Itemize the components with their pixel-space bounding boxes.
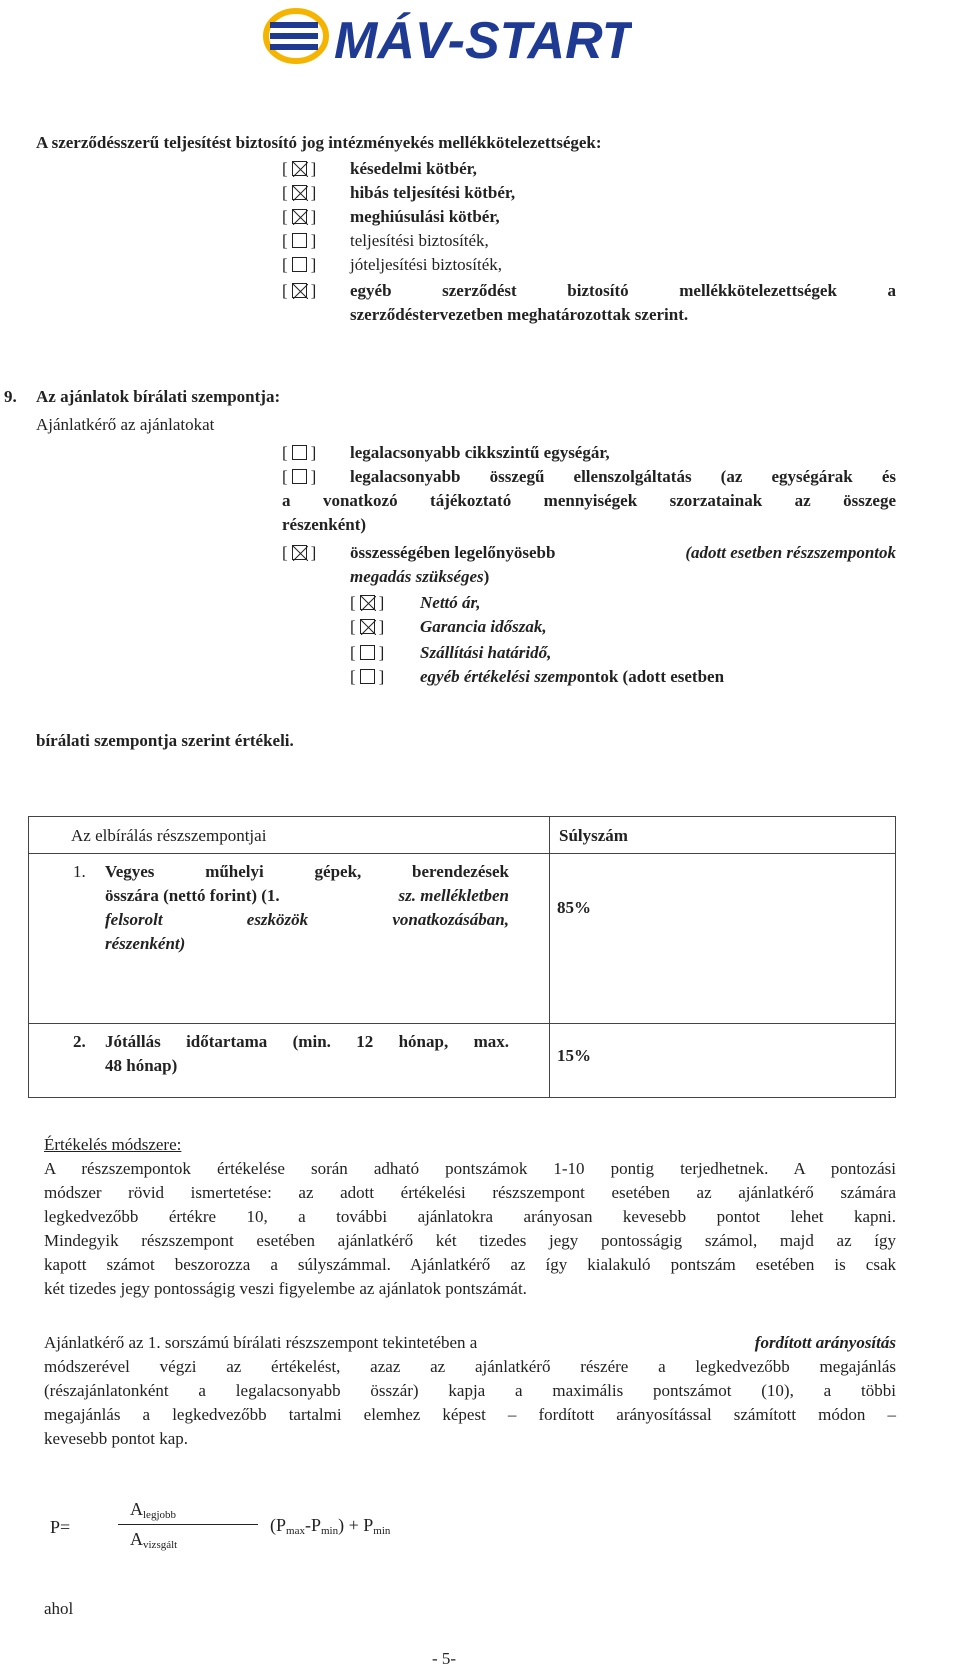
evaluation-heading: Értékelés módszere:: [44, 1135, 182, 1154]
table-cell-text: részenként): [105, 934, 186, 953]
suboption-row: [ ]: [350, 593, 385, 612]
option-label: teljesítési biztosíték,: [350, 231, 489, 250]
formula-subscript: min: [373, 1525, 391, 1537]
checkbox-empty-icon: [292, 445, 307, 460]
formula-text: (P: [270, 1515, 287, 1535]
option-row: [ ]: [282, 543, 317, 562]
option-label-cont: a vonatkozó tájékoztató mennyiségek szorzatainak az összege: [282, 491, 896, 510]
option-row: [ ]: [282, 231, 317, 250]
option-row: [ ]: [282, 467, 317, 486]
option-note-italic: megadás szükséges: [350, 567, 484, 586]
suboption-label: [420, 666, 724, 688]
formula-symbol: A: [130, 1529, 143, 1549]
paragraph-text: Ajánlatkérő az 1. sorszámú bírálati részszempont tekintetében a: [44, 1333, 478, 1352]
option-label: legalacsonyabb összegű ellenszolgáltatás (az egységárak és: [350, 467, 896, 486]
option-label: hibás teljesítési kötbér,: [350, 183, 516, 202]
formula-text: -P: [304, 1515, 321, 1535]
svg-text:MÁV-START: MÁV-START: [334, 12, 632, 68]
section-closing: bírálati szempontja szerint értékeli.: [36, 731, 294, 750]
formula-numerator: [130, 1498, 176, 1526]
paragraph-emphasis: fordított arányosítás: [754, 1333, 896, 1352]
option-label: legalacsonyabb cikkszintű egységár,: [350, 443, 610, 462]
table-weight-value: 15%: [557, 1046, 591, 1065]
table-cell-text: Vegyes műhelyi gépek, berendezések: [105, 862, 509, 881]
paragraph-line: kevesebb pontot kap.: [44, 1429, 188, 1448]
paragraph-line: legkedvezőbb értékre 10, a további ajánlatokra arányosan kevesebb pontot lehet kapni.: [44, 1207, 896, 1226]
formula-subscript: vizsgált: [143, 1539, 178, 1551]
checkbox-empty-icon: [360, 645, 375, 660]
paragraph-line: módszerével végzi az értékelést, azaz az ajánlatkérő részére a legkedvezőbb megajánlás: [44, 1357, 896, 1376]
formula-lhs: P=: [50, 1517, 71, 1537]
mav-start-logo: [262, 4, 632, 68]
option-row: [ ]: [282, 255, 317, 274]
table-cell-text: Jótállás időtartama (min. 12 hónap, max.: [105, 1032, 509, 1051]
option-label: [350, 542, 896, 564]
table-header-weight: Súlyszám: [559, 826, 628, 845]
option-label-cont: részenként): [282, 515, 367, 534]
checkbox-checked-icon: [292, 283, 307, 298]
option-label-cont: [350, 566, 489, 588]
checkbox-checked-icon: [360, 619, 375, 634]
paragraph-line: [44, 1332, 896, 1354]
section-intro: Ajánlatkérő az ajánlatokat: [36, 415, 215, 434]
option-label: meghiúsulási kötbér,: [350, 207, 500, 226]
option-label-cont: szerződéstervezetben meghatározottak szerint.: [350, 305, 689, 324]
logo-emblem-icon: [262, 4, 632, 68]
option-label: egyéb szerződést biztosító mellékkötelezettségek a: [350, 281, 896, 300]
checkbox-empty-icon: [292, 469, 307, 484]
fraction-bar: [118, 1524, 258, 1525]
option-row: [ ]: [282, 207, 317, 226]
section-heading: A szerződésszerű teljesítést biztosító jog intézményekés mellékkötelezettségek:: [36, 133, 602, 152]
formula-symbol: A: [130, 1499, 143, 1519]
formula-subscript: max: [286, 1525, 305, 1537]
formula-where: ahol: [44, 1599, 74, 1618]
checkbox-empty-icon: [360, 669, 375, 684]
suboption-label: Nettó ár,: [420, 593, 481, 612]
suboption-label-rest: ontok (adott esetben: [576, 667, 725, 686]
option-row: [ ]: [282, 281, 317, 300]
table-cell-text: felsorolt eszközök vonatkozásában,: [105, 910, 509, 929]
option-note-italic: (adott esetben részszempontok: [685, 543, 896, 562]
table-cell-text-a: összára (nettó forint) (1.: [105, 886, 280, 905]
option-label-bold: összességében legelőnyösebb: [350, 543, 556, 562]
formula-rhs: [270, 1514, 390, 1542]
checkbox-checked-icon: [292, 545, 307, 560]
formula-subscript: legjobb: [143, 1509, 176, 1521]
paragraph-line: Mindegyik részszempont esetében ajánlatkérő két tizedes jegy pontosságig számol, majd az így: [44, 1231, 896, 1250]
option-row: [ ]: [282, 183, 317, 202]
option-row: [ ]: [282, 159, 317, 178]
option-row: [ ]: [282, 443, 317, 462]
suboption-row: [ ]: [350, 643, 385, 662]
suboption-label: Garancia időszak,: [420, 617, 547, 636]
checkbox-empty-icon: [292, 257, 307, 272]
checkbox-checked-icon: [292, 161, 307, 176]
suboption-label: Szállítási határidő,: [420, 643, 552, 662]
table-cell-text: [105, 885, 509, 907]
table-cell-text-b: sz. mellékletben: [398, 886, 509, 905]
page-number: - 5-: [432, 1649, 457, 1668]
paragraph-line: megajánlás a legkedvezőbb tartalmi elemhez képest – fordított arányosítással számított módon –: [44, 1405, 896, 1424]
checkbox-empty-icon: [292, 233, 307, 248]
paragraph-line: kapott számot beszorozza a súlyszámmal. Ajánlatkérő az így kialakuló pontszám esetében is csak: [44, 1255, 896, 1274]
option-note-close: ): [483, 567, 490, 586]
paragraph-line: A részszempontok értékelése során adható pontszámok 1-10 pontig terjedhetnek. A pontozási: [44, 1159, 896, 1178]
checkbox-checked-icon: [292, 185, 307, 200]
suboption-row: [ ]: [350, 667, 385, 686]
table-weight-value: 85%: [557, 898, 591, 917]
suboption-row: [ ]: [350, 617, 385, 636]
formula-denominator: [130, 1528, 177, 1556]
checkbox-checked-icon: [292, 209, 307, 224]
section-number: 9.: [4, 387, 17, 406]
option-label: késedelmi kötbér,: [350, 159, 477, 178]
table-row-number: 1.: [73, 862, 86, 881]
option-label: jóteljesítési biztosíték,: [350, 255, 503, 274]
criteria-table: [28, 816, 896, 1098]
table-header-criteria: Az elbírálás részszempontjai: [71, 826, 267, 845]
paragraph-line: módszer rövid ismertetése: az adott értékelési részszempont esetében az ajánlatkérő számára: [44, 1183, 896, 1202]
section-heading: Az ajánlatok bírálati szempontja:: [36, 387, 281, 406]
suboption-label-italic: egyéb értékelési szemp: [420, 667, 577, 686]
checkbox-checked-icon: [360, 595, 375, 610]
paragraph-line: két tizedes jegy pontosságig veszi figyelembe az ajánlatok pontszámát.: [44, 1279, 527, 1298]
paragraph-line: (részajánlatonként a legalacsonyabb összár) kapja a maximális pontszámot (10), a többi: [44, 1381, 896, 1400]
table-row-number: 2.: [73, 1032, 86, 1051]
formula-text: ) + P: [338, 1515, 374, 1535]
table-cell-text: 48 hónap): [105, 1056, 178, 1075]
formula-subscript: min: [320, 1525, 339, 1537]
